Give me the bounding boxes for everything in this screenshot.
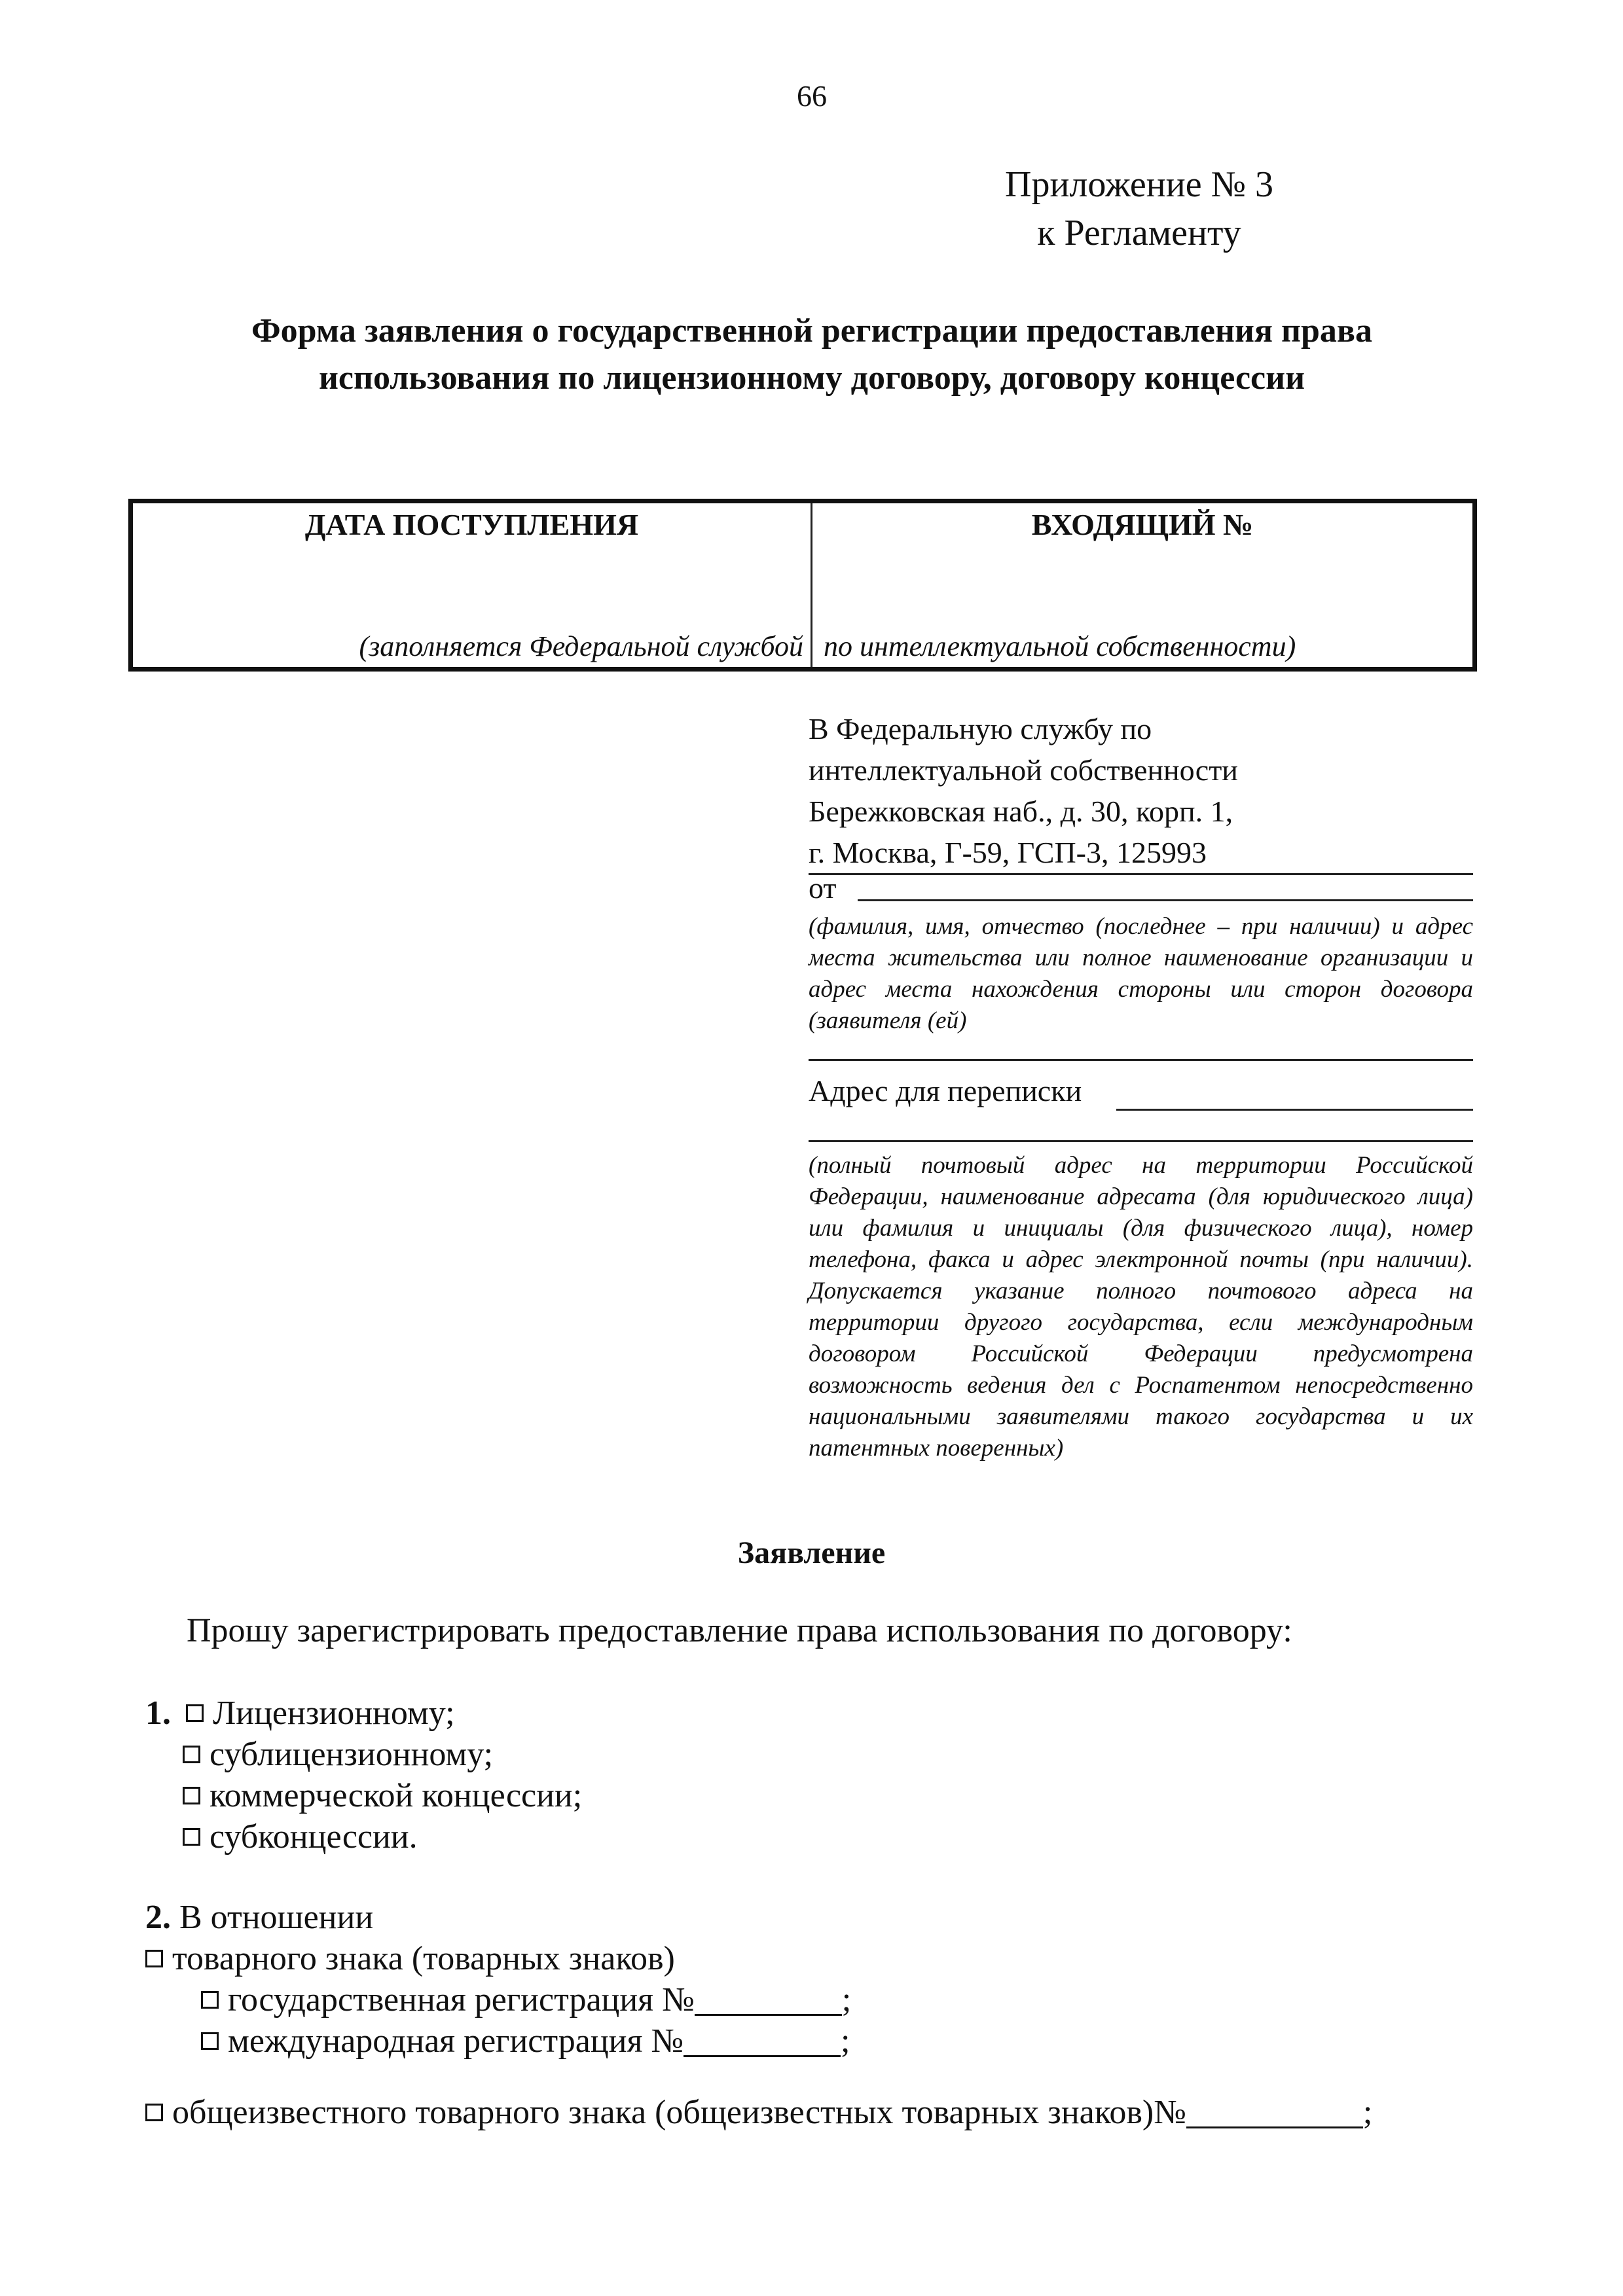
from-field[interactable]: [858, 899, 1473, 901]
trademark-option: [145, 1938, 1372, 1979]
addressee-line-3: Бережковская наб., д. 30, корп. 1,: [809, 795, 1233, 828]
form-title: [98, 308, 1525, 402]
concession-checkbox[interactable]: [183, 1787, 200, 1804]
section-2-heading: [145, 1897, 1372, 1938]
appendix-label: [969, 160, 1309, 257]
sublicense-checkbox[interactable]: [183, 1746, 200, 1763]
international-registration-option: [145, 2020, 1372, 2062]
concession-option-label: коммерческой концессии;: [210, 1777, 583, 1814]
well-known-trademark-checkbox[interactable]: [145, 2104, 163, 2121]
incoming-number-header: ВХОДЯЩИЙ №: [1031, 508, 1254, 541]
section-2: [145, 1897, 1372, 2133]
section-1-option-subconcession: [145, 1816, 582, 1857]
applicant-note: (фамилия, имя, отчество (последнее – при наличии) и адрес места жительства или полное наименование организации и адрес места нахождения стороны или сторон договора (заявителя (ей): [809, 913, 1473, 1034]
well-known-trademark-number-field[interactable]: [1186, 2094, 1363, 2128]
section-1: [145, 1693, 582, 1857]
license-checkbox[interactable]: [186, 1704, 204, 1722]
section-1-option-license: [145, 1693, 582, 1734]
correspondence-label: Адрес для переписки: [809, 1074, 1082, 1107]
trademark-option-label: товарного знака (товарных знаков): [172, 1940, 675, 1977]
fill-note-right: по интеллектуальной собственности): [824, 630, 1296, 662]
request-text: Прошу зарегистрировать предоставление права использования по договору:: [187, 1612, 1292, 1649]
correspondence-note-block: [809, 1140, 1473, 1464]
applicant-note-block: [809, 911, 1473, 1061]
state-registration-number-field[interactable]: [695, 1981, 842, 2016]
international-registration-number-field[interactable]: [684, 2022, 841, 2057]
applicant-extra-line[interactable]: [809, 1059, 1473, 1061]
statement-title: Заявление: [737, 1535, 886, 1570]
section-1-option-sublicense: [145, 1734, 582, 1775]
state-registration-semicolon: ;: [841, 1981, 852, 2018]
form-title-line-2: использования по лицензионному договору, договору концессии: [318, 359, 1305, 397]
correspondence-row: [809, 1073, 1473, 1108]
correspondence-note: (полный почтовый адрес на территории Российской Федерации, наименование адресата (для юридического лица) или фамилия и инициалы (для физического лица), номер телефона, факса и адрес электронной почты (при наличии). Допускается указание полного почтового адреса на территории другого государства, если международным договором Российской Федерации предусмотрена возможность ведения дел с Роспатентом непосредственно национальными заявителями такого государства и их патентных поверенных): [809, 1152, 1473, 1462]
appendix-line-2: к Регламенту: [1037, 213, 1241, 253]
registration-box: [128, 499, 1477, 672]
correspondence-field[interactable]: [1116, 1109, 1473, 1111]
well-known-trademark-semicolon: ;: [1362, 2094, 1373, 2131]
international-registration-label: международная регистрация №: [228, 2022, 684, 2060]
section-2-heading-text: В отношении: [171, 1899, 374, 1936]
well-known-trademark-label: общеизвестного товарного знака (общеизвестных товарных знаков)№: [172, 2094, 1186, 2131]
addressee-line-1: В Федеральную службу по: [809, 712, 1152, 745]
from-row: [809, 870, 1473, 905]
section-1-option-concession: [145, 1775, 582, 1816]
license-option-label: Лицензионному;: [213, 1695, 455, 1732]
form-title-line-1: Форма заявления о государственной регистрации предоставления права: [251, 312, 1373, 350]
well-known-trademark-option: [145, 2092, 1372, 2133]
page-number: 66: [797, 79, 827, 113]
date-received-header: ДАТА ПОСТУПЛЕНИЯ: [304, 508, 639, 541]
section-1-number: 1.: [145, 1695, 171, 1732]
appendix-line-1: Приложение № 3: [1005, 164, 1273, 205]
trademark-checkbox[interactable]: [145, 1950, 163, 1967]
subconcession-checkbox[interactable]: [183, 1828, 200, 1846]
state-registration-checkbox[interactable]: [201, 1991, 219, 2009]
sublicense-option-label: сублицензионному;: [210, 1736, 494, 1773]
from-label: от: [809, 871, 837, 905]
addressee-line-2: интеллектуальной собственности: [809, 753, 1238, 787]
fill-note-left: (заполняется Федеральной службой: [359, 630, 803, 662]
state-registration-option: [145, 1979, 1372, 2020]
addressee-block: [809, 708, 1476, 875]
international-registration-checkbox[interactable]: [201, 2032, 219, 2050]
state-registration-label: государственная регистрация №: [228, 1981, 695, 2018]
subconcession-option-label: субконцессии.: [210, 1818, 418, 1856]
section-2-number: 2.: [145, 1899, 171, 1936]
international-registration-semicolon: ;: [841, 2022, 850, 2060]
correspondence-extra-line[interactable]: [809, 1140, 1473, 1142]
addressee-line-4: г. Москва, Г-59, ГСП-3, 125993: [809, 832, 1473, 875]
